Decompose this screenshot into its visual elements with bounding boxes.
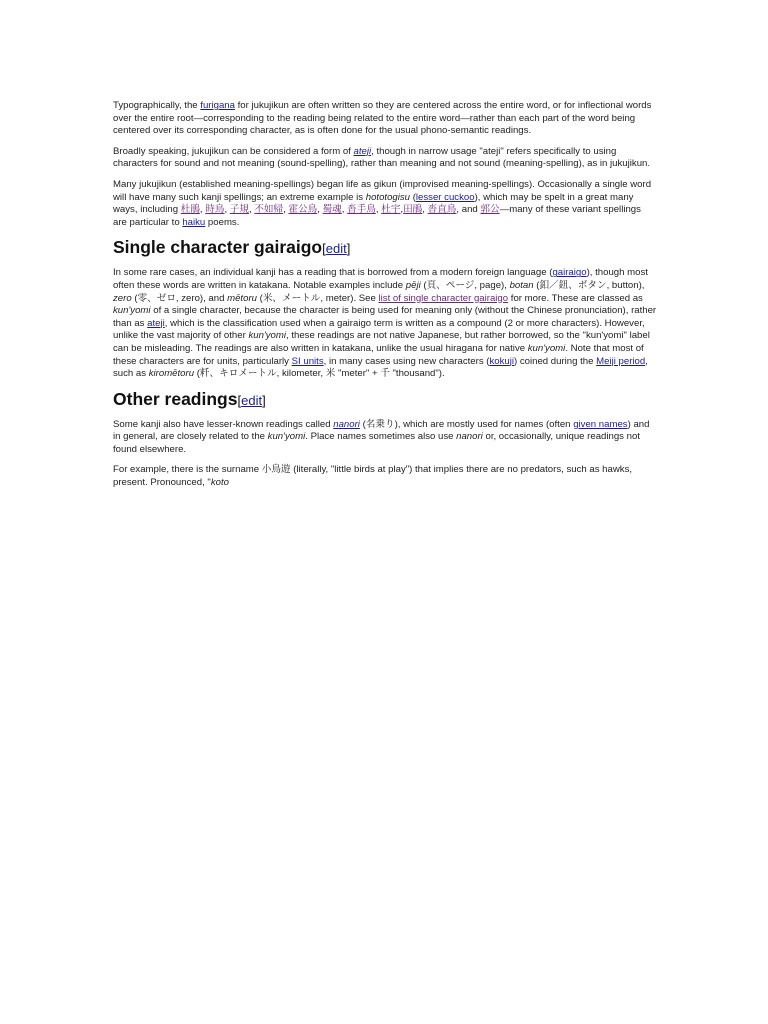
text: , xyxy=(248,204,255,216)
link-spelling[interactable]: 沓直鳥 xyxy=(427,204,457,216)
text: For example, there is the surname 小鳥遊 (literally, "little birds at play") that implies there are no predators, such as hawks, present. Pronounced, " xyxy=(113,464,633,489)
text: —many of these variant spellings are particular to xyxy=(113,204,641,228)
link-spelling[interactable]: 田鵑 xyxy=(403,204,423,216)
text: In some rare cases, an individual kanji has a reading that is borrowed from a modern foreign language ( xyxy=(113,267,553,279)
bracket: ] xyxy=(262,392,266,408)
text: of a single character, because the character is being used for meaning only (without the Chinese pronunciation), rather than as xyxy=(113,305,657,329)
text: Typographically, the xyxy=(113,100,201,111)
text: (頁、ページ, page), xyxy=(420,279,510,291)
paragraph-gikun xyxy=(113,179,657,229)
paragraph-furigana xyxy=(113,100,657,138)
term-kunyomi: kun'yomi xyxy=(248,330,287,342)
text: ), which may be spelt in a great many ways, including xyxy=(113,191,634,216)
text: , which is the classification used when a gairaigo term is written as a compound (2 or more characters). However, unlike the vast majority of other xyxy=(113,317,645,342)
edit-link[interactable]: edit xyxy=(325,241,347,257)
text: ), though most often these words are written in katakana. Notable examples include xyxy=(113,267,648,291)
term-kunyomi: kun'yomi xyxy=(527,342,566,354)
text: , xyxy=(375,204,382,216)
edit-section xyxy=(322,241,350,256)
term-kunyomi: kun'yomi xyxy=(267,431,306,443)
heading-other-readings xyxy=(113,389,657,411)
text: , such as xyxy=(113,355,648,380)
text: for jukujikun are often written so they are centered across the entire word, or for inflectional words over the entire root—corresponding to the reading being related to the entire word—rather than each part of the word being centered over its corresponding character, as is often done for the usual phono-semantic readings. xyxy=(113,100,652,137)
text: , and xyxy=(456,204,481,216)
link-spelling[interactable]: 蜀魂 xyxy=(322,204,342,216)
text: (零、ゼロ, zero), and xyxy=(131,292,228,304)
text: (名乗り), which are mostly used for names (often xyxy=(359,418,574,430)
text: (米、メートル, meter). See xyxy=(256,292,379,304)
term-koto: koto xyxy=(210,477,229,489)
link-spelling[interactable]: 郭公 xyxy=(480,204,500,216)
text: . Note that most of these characters are for units, particularly xyxy=(113,342,644,367)
text: , xyxy=(224,204,230,216)
heading-text: Single character gairaigo xyxy=(113,237,323,258)
bracket: [ xyxy=(237,392,242,408)
link-lesser-cuckoo[interactable]: lesser cuckoo xyxy=(415,191,475,203)
text: or, occasionally, unique readings not found elsewhere. xyxy=(113,431,640,455)
link-furigana[interactable]: furigana xyxy=(200,100,235,111)
paragraph-ateji xyxy=(113,146,657,171)
article-content xyxy=(113,100,657,498)
link-nanori[interactable]: nanori xyxy=(333,418,360,430)
text: poems. xyxy=(205,216,240,228)
term-metoru: mētoru xyxy=(227,292,257,304)
heading-text: Other readings xyxy=(113,388,238,409)
text: ) and in general, are closely related to the xyxy=(113,418,650,443)
link-spelling[interactable]: 杜宇 xyxy=(381,204,401,216)
text: , these readings are not native Japanese, but rather borrowed, so the "kun'yomi" label can be misleading. The readings are also written in katakana, unlike the usual hiragana for native xyxy=(113,330,650,354)
link-haiku[interactable]: haiku xyxy=(182,216,206,228)
text: Many jukujikun (established meaning-spellings) began life as gikun (improvised meaning-spellings). Occasionally a single word will have many such kanji spellings; an extreme example is xyxy=(113,178,652,203)
bracket: ] xyxy=(346,241,351,257)
text: . Place names sometimes also use xyxy=(305,431,457,443)
text: , xyxy=(199,204,206,216)
text: ) coined during the xyxy=(514,355,597,367)
link-si-units[interactable]: SI units xyxy=(291,355,324,367)
term-kirometoru: kiromētoru xyxy=(148,368,195,380)
link-ateji[interactable]: ateji xyxy=(353,145,372,157)
text: , in many cases using new characters ( xyxy=(323,355,490,367)
text: , though in narrow usage "ateji" refers specifically to using characters for sound and not meaning (sound-spelling), rather than meaning and not sound (meaning-spelling), as in jukujikun. xyxy=(113,145,651,170)
paragraph-surname-example xyxy=(113,464,657,489)
edit-section xyxy=(237,393,265,408)
text: ( xyxy=(410,191,416,203)
link-spelling[interactable]: 時鳥 xyxy=(205,204,225,216)
text: Broadly speaking, jukujikun can be considered a form of xyxy=(113,145,354,157)
term-zero: zero xyxy=(113,292,132,304)
link-meiji-period[interactable]: Meiji period xyxy=(596,355,646,367)
text: , xyxy=(283,204,289,216)
heading-single-character-gairaigo xyxy=(113,237,657,259)
text: for more. These are classed as xyxy=(508,292,643,304)
text: , xyxy=(400,204,404,216)
link-spelling[interactable]: 不如帰 xyxy=(254,204,284,216)
text: , xyxy=(341,204,348,216)
paragraph-single-gairaigo xyxy=(113,267,657,380)
link-spelling[interactable]: 霍公鳥 xyxy=(288,204,318,216)
text: (粁、キロメートル, kilometer, 米 "meter" + 千 "thousand"). xyxy=(194,368,445,380)
edit-link[interactable]: edit xyxy=(241,392,263,408)
term-nanori: nanori xyxy=(456,431,483,443)
paragraph-nanori xyxy=(113,419,657,457)
link-spelling[interactable]: 杜鵑 xyxy=(180,204,200,216)
term-peji: pēji xyxy=(405,279,421,291)
link-list-single-character-gairaigo[interactable]: list of single character gairaigo xyxy=(378,292,509,304)
link-ateji[interactable]: ateji xyxy=(147,317,165,329)
link-spelling[interactable]: 子規 xyxy=(229,204,249,216)
text: (釦／鈕、ボタン, button), xyxy=(533,279,645,291)
term-kunyomi: kun'yomi xyxy=(113,305,151,317)
bracket: [ xyxy=(322,241,326,257)
term-hototogisu: hototogisu xyxy=(365,191,411,203)
term-botan: botan xyxy=(509,279,534,291)
text: , xyxy=(422,204,428,216)
link-given-names[interactable]: given names xyxy=(573,418,628,430)
link-gairaigo[interactable]: gairaigo xyxy=(552,267,587,279)
text: Some kanji also have lesser-known readings called xyxy=(113,418,334,430)
link-kokuji[interactable]: kokuji xyxy=(489,355,515,367)
text: , xyxy=(317,204,323,216)
link-spelling[interactable]: 沓手鳥 xyxy=(347,204,376,216)
